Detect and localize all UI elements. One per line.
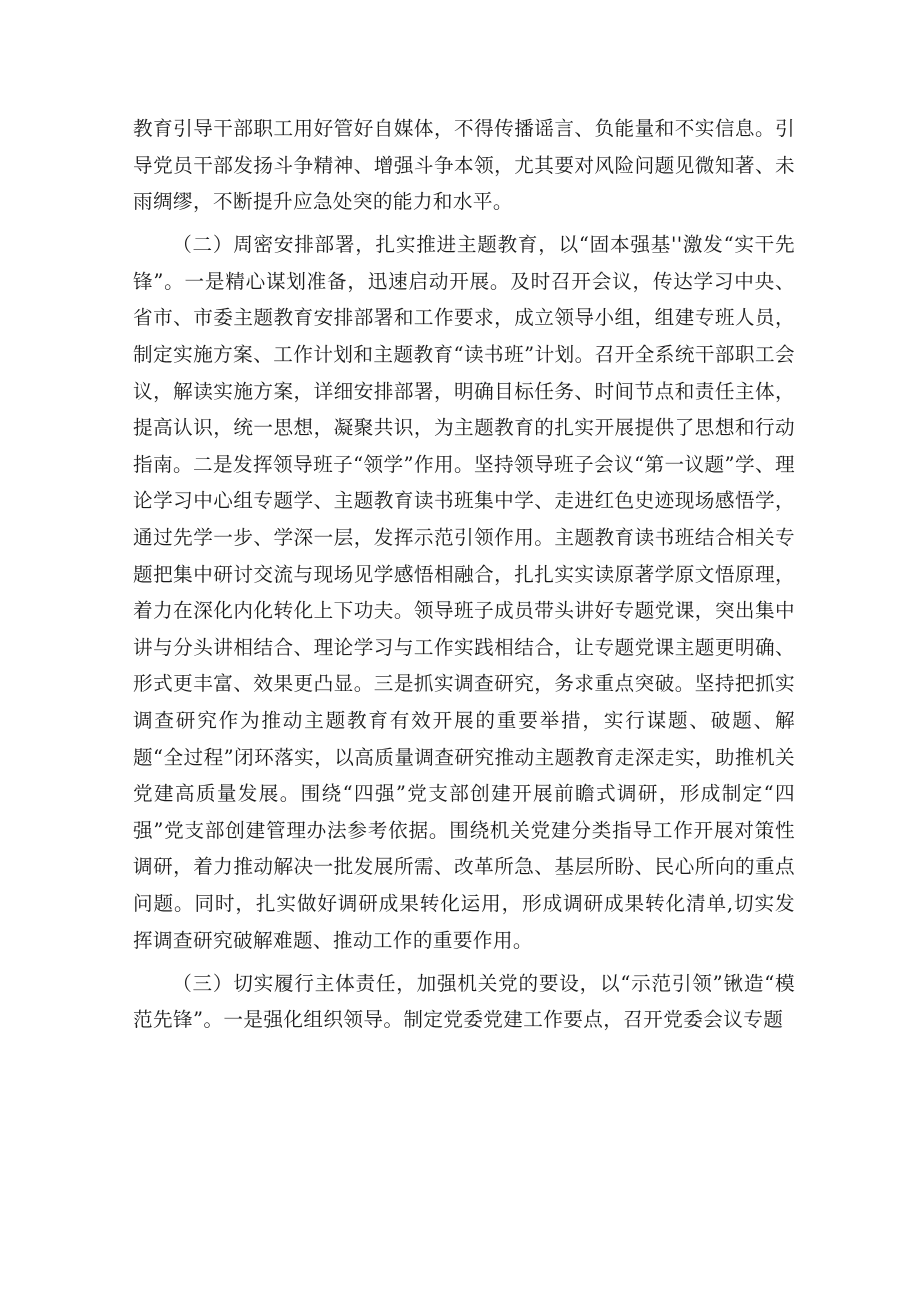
paragraph-continuation: 教育引导干部职工用好管好自媒体，不得传播谣言、负能量和不实信息。引导党员干部发扬斗争精神、增强斗争本领，尤其要对风险问题见微知著、未雨绸缪，不断提升应急处突的能力和水平。 [133, 117, 795, 214]
paragraph-section-two: （二）周密安排部署，扎实推进主题教育，以“固本强基''激发“实干先锋”。一是精心谋划准备，迅速启动开展。及时召开会议，传达学习中央、省市、市委主题教育安排部署和工作要求，成立领导小组，组建专班人员，制定实施方案、工作计划和主题教育“读书班”计划。召开全系统干部职工会议，解读实施方案，详细安排部署，明确目标任务、时间节点和责任主体，提高认识，统一思想，凝聚共识，为主题教育的扎实开展提供了思想和行动指南。二是发挥领导班子“领学”作用。坚持领导班子会议“第一议题”学、理论学习中心组专题学、主题教育读书班集中学、走进红色史迹现场感悟学，通过先学一步、学深一层，发挥示范引领作用。主题教育读书班结合相关专题把集中研讨交流与现场见学感悟相融合，扎扎实实读原著学原文悟原理，着力在深化内化转化上下功夫。领导班子成员带头讲好专题党课，突出集中讲与分头讲相结合、理论学习与工作实践相结合，让专题党课主题更明确、形式更丰富、效果更凸显。三是抓实调查研究，务求重点突破。坚持把抓实调查研究作为推动主题教育有效开展的重要举措，实行谋题、破题、解题“全过程”闭环落实，以高质量调查研究推动主题教育走深走实，助推机关党建高质量发展。围绕“四强”党支部创建开展前瞻式调研，形成制定“四强”党支部创建管理办法参考依据。围绕机关党建分类指导工作开展对策性调研，着力推动解决一批发展所需、改革所急、基层所盼、民心所向的重点问题。同时，扎实做好调研成果转化运用，形成调研成果转化清单,切实发挥调查研究破解难题、推动工作的重要作用。 [133, 233, 795, 952]
document-body [133, 111, 795, 1045]
paragraph-section-three: （三）切实履行主体责任，加强机关党的要设，以“示范引领”锹造“模范先锋”。一是强化组织领导。制定党委党建工作要点，召开党委会议专题 [133, 971, 795, 1032]
